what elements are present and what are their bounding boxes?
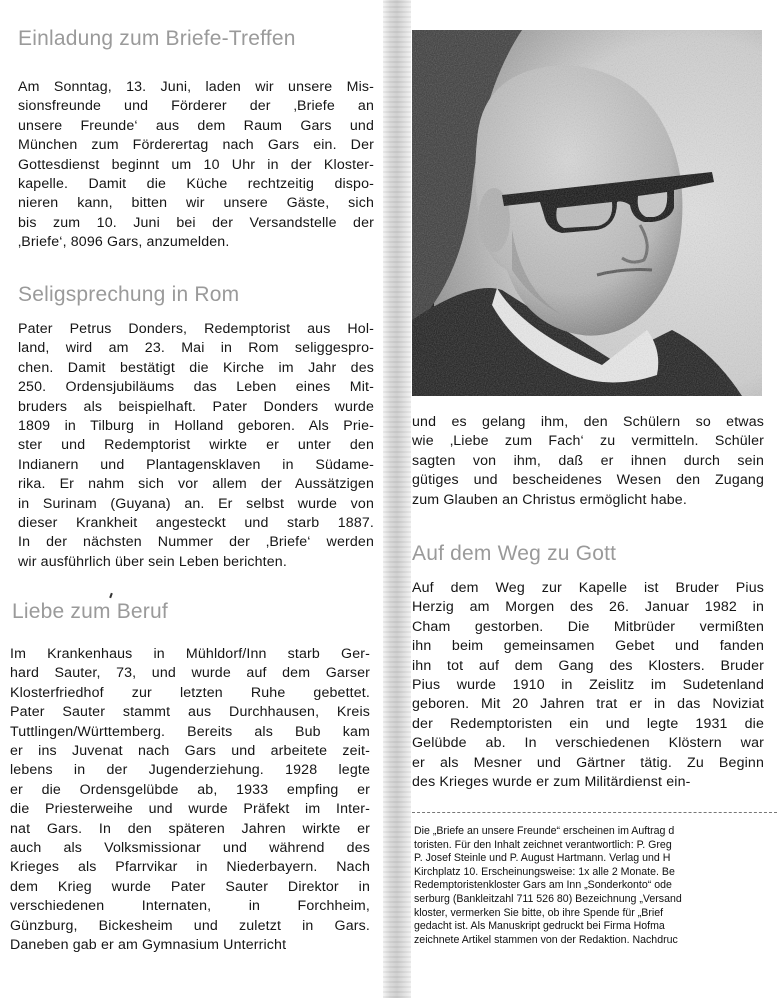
imprint-divider xyxy=(412,812,777,813)
imprint-box xyxy=(414,825,777,947)
portrait-image xyxy=(412,30,762,396)
text-line: Pater Sauter stammt aus Durchhausen, Kreis xyxy=(10,704,370,721)
text-line: kapelle. Damit die Küche rechtzeitig dispo- xyxy=(18,176,374,193)
article-body-seligsprechung xyxy=(18,320,374,572)
text-line: wir ausführlich über sein Leben berichten. xyxy=(18,553,287,570)
text-line: in Surinam (Guyana) an. Er selbst wurde von xyxy=(18,495,374,512)
text-line: Daneben gab er am Gymnasium Unterricht xyxy=(10,937,287,954)
text-line: Krieges als Pfarrvikar in Niederbayern. Nach xyxy=(10,859,370,876)
text-line: des Krieges wurde er zum Militärdienst ein- xyxy=(412,774,691,791)
text-line: nat Gars. In den späteren Jahren wirkte er xyxy=(10,820,370,837)
imprint-line: Redemptoristenkloster Gars am Inn „Sonderkonto“ ode xyxy=(414,879,672,892)
text-line: München zum Förderertag nach Gars ein. Der xyxy=(18,137,374,154)
text-line: geboren. Mit 20 Jahren trat er in das Noviziat xyxy=(412,696,764,713)
text-line: bruders als beispielhaft. Pater Donders wurde xyxy=(18,398,374,415)
article-body-liebe-zum-beruf xyxy=(10,645,370,956)
portrait-photo xyxy=(412,30,762,396)
text-line: sionsfreunde und Förderer der ‚Briefe an xyxy=(18,98,374,115)
headline-seligsprechung: Seligsprechung in Rom xyxy=(18,283,240,306)
imprint-line: P. Josef Steinle und P. August Hartmann. Verlag und H xyxy=(414,852,671,865)
text-line: Cham gestorben. Die Mitbrüder vermißten xyxy=(412,618,764,635)
text-line: und es gelang ihm, den Schülern so etwas xyxy=(412,414,764,430)
text-line: rika. Er nahm sich vor allem der Aussätzigen xyxy=(18,476,374,493)
text-line: nieren kann, bitten wir unsere Gäste, sich xyxy=(18,195,374,212)
imprint-line: serburg (Bankleitzahl 711 526 80) Bezeichnung „Versand xyxy=(414,892,682,905)
text-line: zum Glauben an Christus ermöglicht habe. xyxy=(412,491,687,508)
text-line: 250. Ordensjubiläums das Leben eines Mit- xyxy=(18,379,374,396)
imprint-line: toristen. Für den Inhalt zeichnet verantwortlich: P. Greg xyxy=(414,838,672,851)
article-continuation-liebe-zum-beruf xyxy=(412,413,764,510)
text-line: 1809 in Tilburg in Holland geboren. Als Prie- xyxy=(18,418,374,435)
headline-einladung: Einladung zum Briefe-Treffen xyxy=(18,27,296,50)
text-line: Auf dem Weg zur Kapelle ist Bruder Pius xyxy=(412,580,764,596)
imprint-line: kloster, vermerken Sie bitte, ob ihre Spende für „Brief xyxy=(414,906,664,919)
text-line: hard Sauter, 73, und wurde auf dem Garser xyxy=(10,665,370,682)
text-line: Pius wurde 1910 in Zeislitz im Sudetenland xyxy=(412,677,764,694)
ink-speck xyxy=(109,593,113,598)
text-line: verschiedenen Internaten, in Forchheim, xyxy=(10,898,370,915)
text-line: sagten von ihm, daß er ihnen durch sein xyxy=(412,452,764,469)
text-line: er ins Juvenat nach Gars und arbeitete zeit- xyxy=(10,743,370,760)
text-line: Tuttlingen/Württemberg. Bereits als Bub kam xyxy=(10,723,370,740)
text-line: In der nächsten Nummer der ‚Briefe‘ werden xyxy=(18,534,374,551)
headline-liebe-zum-beruf: Liebe zum Beruf xyxy=(12,600,168,623)
text-line: dem Krieg wurde Pater Sauter Direktor in xyxy=(10,878,370,895)
article-body-einladung xyxy=(18,78,374,253)
imprint-line: Kirchplatz 10. Erscheinungsweise: 1x alle 2 Monate. Be xyxy=(414,865,675,878)
text-line: Gottesdienst beginnt um 10 Uhr in der Kloster- xyxy=(18,156,374,173)
text-line: die Priesterweihe und wurde Präfekt im Inter- xyxy=(10,801,370,818)
text-line: auch als Volksmissionar und während des xyxy=(10,840,370,857)
text-line: Gelübde ab. In verschiedenen Klöstern war xyxy=(412,735,764,752)
text-line: er als Mesner und Gärtner tätig. Zu Beginn xyxy=(412,754,764,771)
headline-auf-dem-weg-zu-gott: Auf dem Weg zu Gott xyxy=(412,542,617,565)
text-line: Am Sonntag, 13. Juni, laden wir unsere Mis- xyxy=(18,79,374,95)
text-line: dieser Krankheit angesteckt und starb 1887. xyxy=(18,515,374,532)
text-line: Klosterfriedhof zur letzten Ruhe gebettet. xyxy=(10,684,370,701)
imprint-line: zeichnete Artikel stammen von der Redaktion. Nachdruc xyxy=(414,933,678,946)
imprint-line: gedacht ist. Als Manuskript gedruckt bei Firma Hofma xyxy=(414,920,665,933)
text-line: gütiges und bescheidenes Wesen den Zugang xyxy=(412,472,764,489)
text-line: land, wird am 23. Mai in Rom seliggespro- xyxy=(18,340,374,357)
text-line: Pater Petrus Donders, Redemptorist aus Hol- xyxy=(18,321,374,337)
text-line: Im Krankenhaus in Mühldorf/Inn starb Ger- xyxy=(10,646,370,662)
text-line: chen. Damit bestätigt die Kirche im Jahr des xyxy=(18,359,374,376)
text-line: ster und Redemptorist wirkte er unter den xyxy=(18,437,374,454)
text-line: ‚Briefe‘, 8096 Gars, anzumelden. xyxy=(18,234,230,251)
text-line: er die Ordensgelübde ab, 1933 empfing er xyxy=(10,781,370,798)
text-line: ihn beim gemeinsamen Gebet und fanden xyxy=(412,638,764,655)
imprint-line: Die „Briefe an unsere Freunde“ erscheinen im Auftrag d xyxy=(414,825,675,837)
text-line: unsere Freunde‘ aus dem Raum Gars und xyxy=(18,117,374,134)
text-line: wie ‚Liebe zum Fach‘ zu vermitteln. Schüler xyxy=(412,433,764,450)
text-line: Indianern und Plantagensklaven in Südame- xyxy=(18,456,374,473)
text-line: bis zum 10. Juni bei der Versandstelle der xyxy=(18,214,374,231)
text-line: ihn tot auf dem Gang des Klosters. Bruder xyxy=(412,657,764,674)
article-body-auf-dem-weg-zu-gott xyxy=(412,579,764,792)
text-line: der Redemptoristen ein und legte 1931 die xyxy=(412,715,764,732)
text-line: Herzig am Morgen des 26. Januar 1982 in xyxy=(412,599,764,616)
page-gutter xyxy=(383,0,411,998)
text-line: lebens in der Jugenderziehung. 1928 legte xyxy=(10,762,370,779)
text-line: Günzburg, Bickesheim und zuletzt in Gars. xyxy=(10,917,370,934)
